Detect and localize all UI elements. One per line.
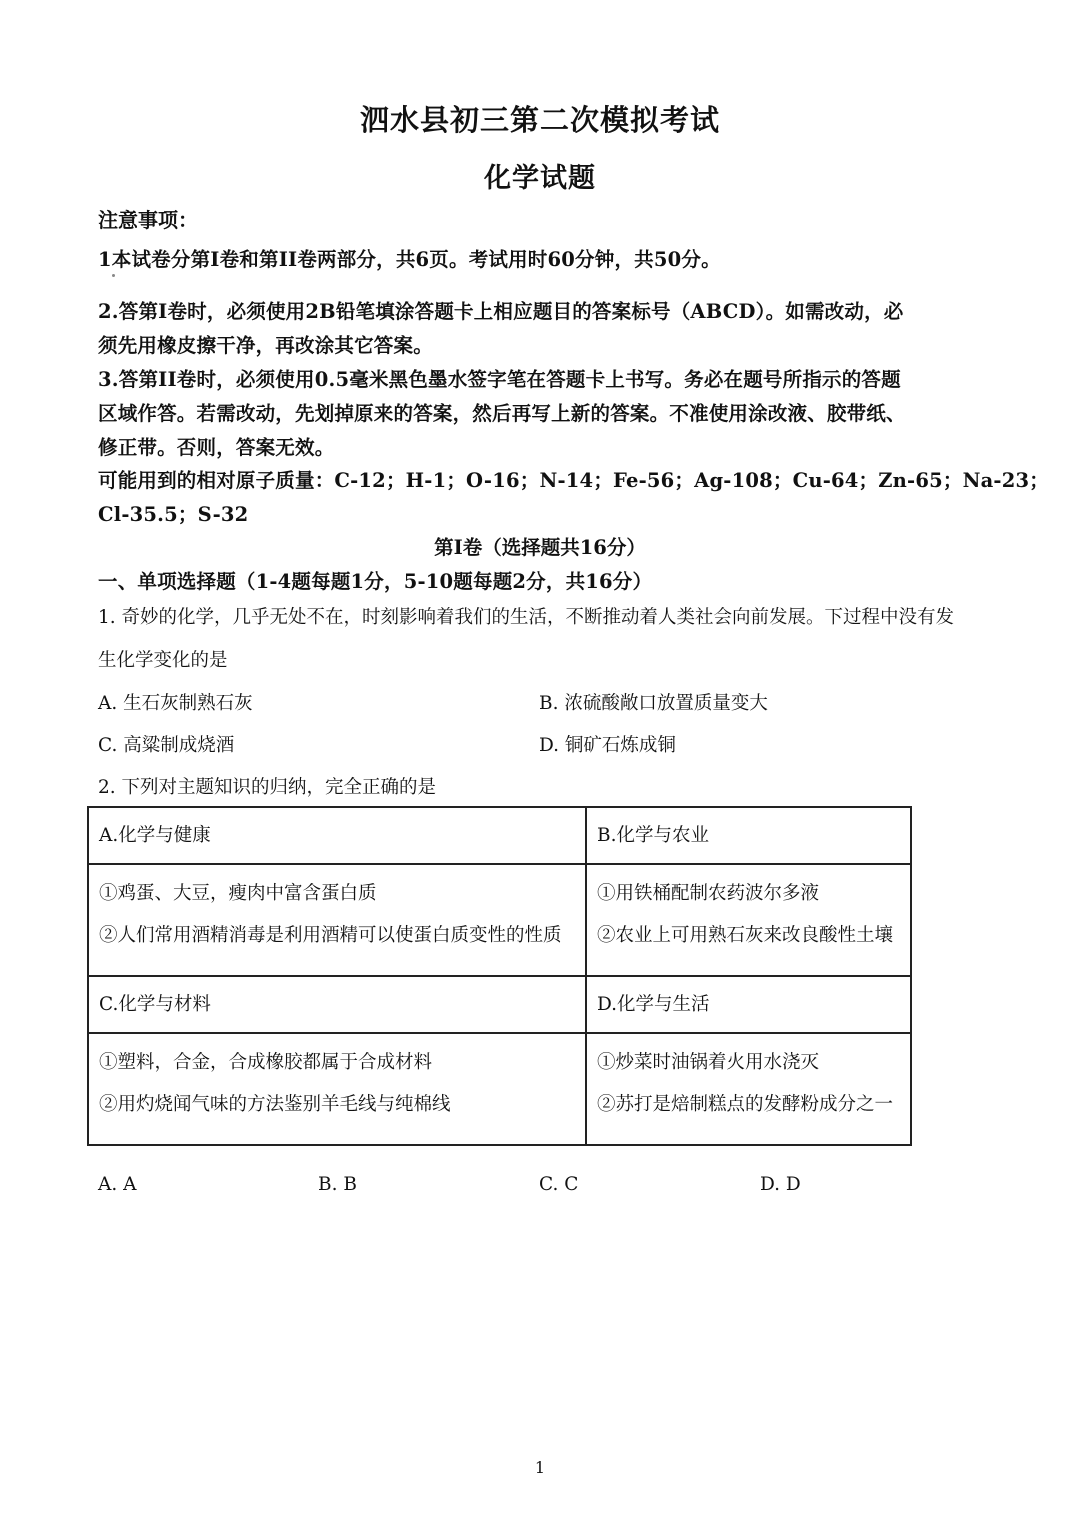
notice-item-1: 1本试卷分第I卷和第II卷两部分，共6页。考试用时60分钟，共50分。 <box>98 248 721 271</box>
table-d-item-2: ②苏打是焙制糕点的发酵粉成分之一 <box>597 1094 894 1115</box>
notice-item-2-line-1: 2.答第I卷时，必须使用2B铅笔填涂答题卡上相应题目的答案标号（ABCD）。如需改动，必 <box>98 300 904 323</box>
atomic-masses-line-1: 可能用到的相对原子质量：C-12；H-1；O-16；N-14；Fe-56；Ag-108；Cu-64；Zn-65；Na-23； <box>98 469 1049 492</box>
table-cell-d-body <box>586 1033 911 1145</box>
q1-option-b: B. 浓硫酸敞口放置质量变大 <box>539 693 768 714</box>
notice-item-2-line-2: 须先用橡皮擦干净，再改涂其它答案。 <box>98 334 433 357</box>
scan-speck <box>112 274 115 277</box>
exam-subtitle: 化学试题 <box>484 163 596 194</box>
q2-option-d: D. D <box>760 1174 801 1195</box>
table-cell-a-head: A.化学与健康 <box>88 807 586 864</box>
table-b-item-1: ①用铁桶配制农药波尔多液 <box>597 883 820 904</box>
table-cell-a-body <box>88 864 586 976</box>
notice-item-3-line-3: 修正带。否则，答案无效。 <box>98 436 335 459</box>
atomic-masses-line-2: Cl-35.5；S-32 <box>98 503 249 526</box>
q1-option-d: D. 铜矿石炼成铜 <box>539 735 676 756</box>
table-a-item-2: ②人们常用酒精消毒是利用酒精可以使蛋白质变性的性质 <box>99 925 562 946</box>
table-cell-b-body <box>586 864 911 976</box>
q2-knowledge-table <box>87 806 912 1146</box>
exam-title: 泗水县初三第二次模拟考试 <box>359 103 720 137</box>
table-b-item-2: ②农业上可用熟石灰来改良酸性土壤 <box>597 925 894 946</box>
table-c-item-2: ②用灼烧闻气味的方法鉴别羊毛线与纯棉线 <box>99 1094 451 1115</box>
page-number: 1 <box>534 1458 546 1477</box>
notice-item-3-line-2: 区域作答。若需改动，先划掉原来的答案，然后再写上新的答案。不准使用涂改液、胶带纸、 <box>98 402 906 425</box>
table-cell-c-body <box>88 1033 586 1145</box>
q1-stem-line-2: 生化学变化的是 <box>98 650 228 671</box>
q1-option-a: A. 生石灰制熟石灰 <box>98 693 253 714</box>
table-a-item-1: ①鸡蛋、大豆，瘦肉中富含蛋白质 <box>99 883 377 904</box>
q2-option-a: A. A <box>98 1174 137 1195</box>
q1-option-c: C. 高粱制成烧酒 <box>98 735 235 756</box>
table-c-item-1: ①塑料，合金，合成橡胶都属于合成材料 <box>99 1052 433 1073</box>
table-cell-d-head: D.化学与生活 <box>586 976 911 1033</box>
q1-stem-line-1: 1. 奇妙的化学，几乎无处不在，时刻影响着我们的生活，不断推动着人类社会向前发展。下过程中没有发 <box>98 607 955 628</box>
table-d-item-1: ①炒菜时油锅着火用水浇灭 <box>597 1052 820 1073</box>
table-cell-b-head: B.化学与农业 <box>586 807 911 864</box>
notice-item-3-line-1: 3.答第II卷时，必须使用0.5毫米黑色墨水签字笔在答题卡上书写。务必在题号所指示的答题 <box>98 368 901 391</box>
q2-option-b: B. B <box>318 1174 357 1195</box>
volume-title: 第I卷（选择题共16分） <box>434 536 646 559</box>
q2-option-c: C. C <box>539 1174 579 1195</box>
q2-stem: 2. 下列对主题知识的归纳，完全正确的是 <box>98 777 437 798</box>
part-title: 一、单项选择题（1-4题每题1分，5-10题每题2分，共16分） <box>98 570 653 593</box>
notice-heading: 注意事项： <box>98 208 198 232</box>
table-cell-c-head: C.化学与材料 <box>88 976 586 1033</box>
